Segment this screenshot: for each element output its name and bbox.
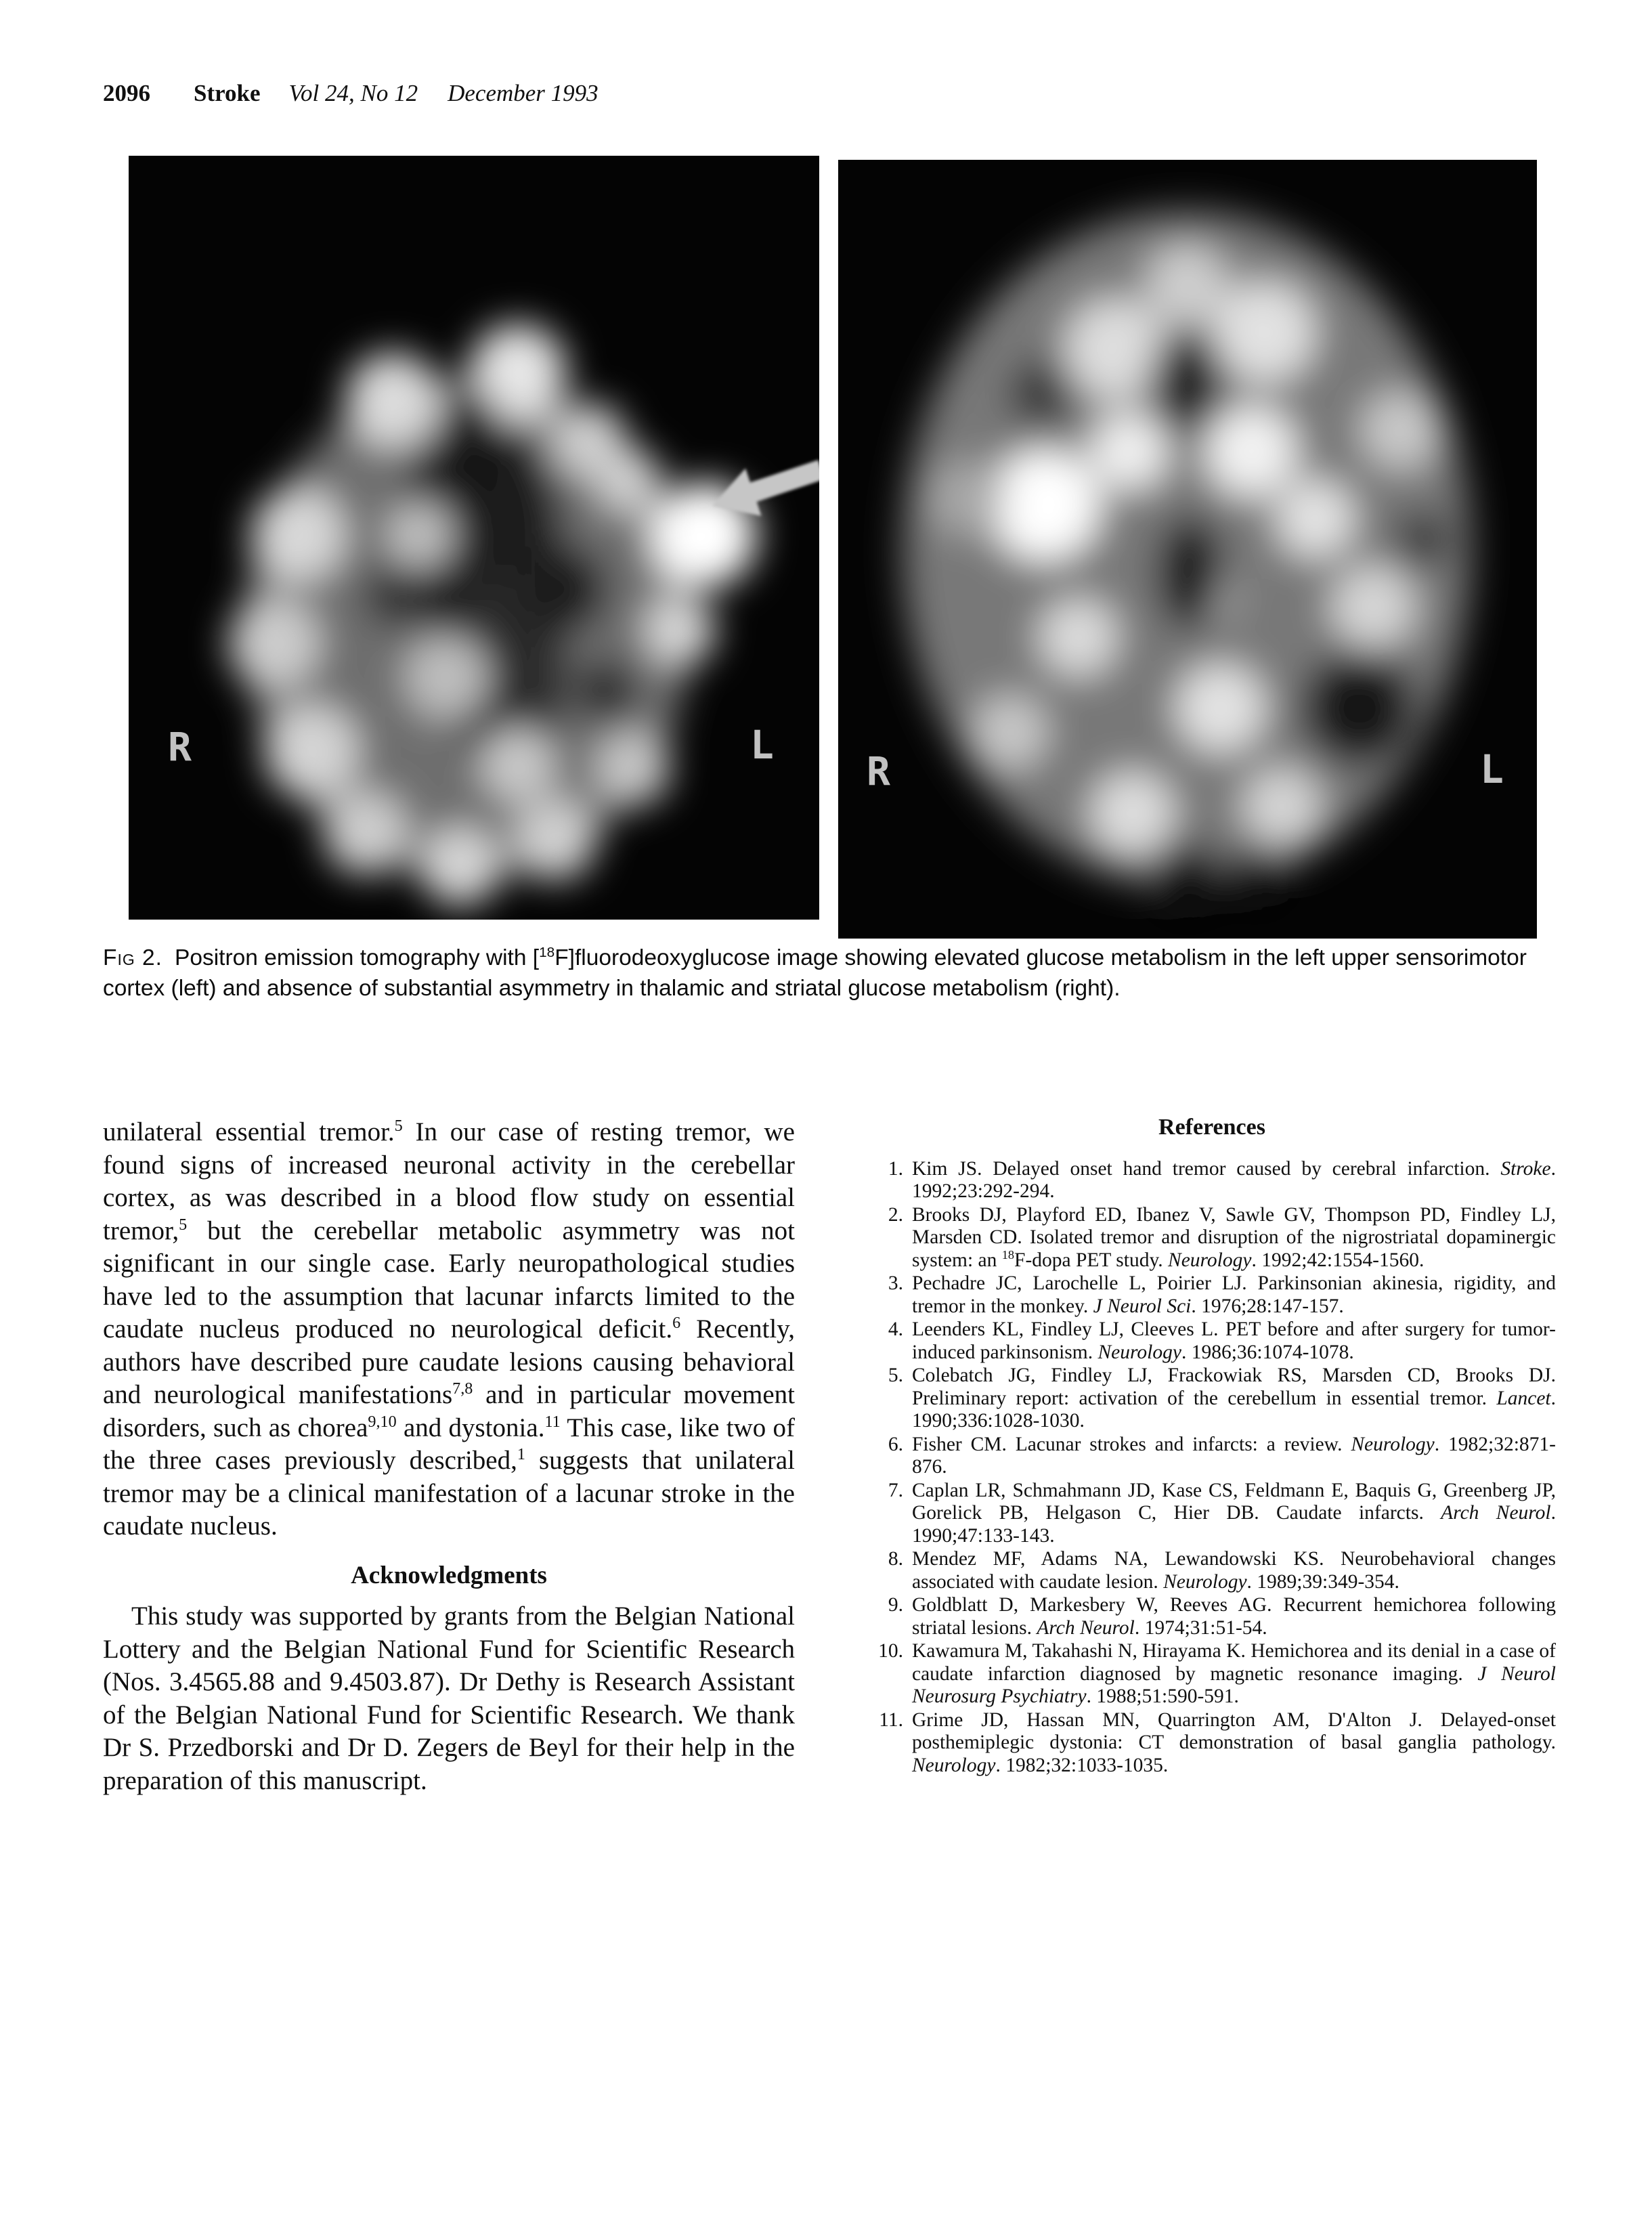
reference-number: 1. — [888, 1157, 903, 1180]
reference-item — [868, 1594, 1556, 1639]
reference-item — [868, 1709, 1556, 1778]
reference-number: 4. — [888, 1318, 903, 1340]
reference-number: 6. — [888, 1433, 903, 1455]
reference-text: Kim JS. Delayed onset hand tremor caused by cerebral infarction. Stroke. 1992;23:292-294. — [912, 1157, 1556, 1202]
reference-item — [868, 1480, 1556, 1548]
reference-text: Fisher CM. Lacunar strokes and infarcts: a review. Neurology. 1982;32:871-876. — [912, 1433, 1557, 1478]
reference-text: Caplan LR, Schmahmann JD, Kase CS, Feldmann E, Baquis G, Greenberg JP, Gorelick PB, Helgason C, Hier DB. Caudate infarcts. Arch Neurol. 1990;47:133-143. — [912, 1479, 1556, 1547]
acknowledgments-paragraph: This study was supported by grants from the Belgian National Lottery and the Belgian National Fund for Scientific Research (Nos. 3.4565.88 and 9.4503.87). Dr Dethy is Research Assistant of the Belgian National Fund for Scientific Research. We thank Dr S. Przedborski and Dr D. Zegers de Beyl for their help in the preparation of this manuscript. — [103, 1602, 795, 1795]
reference-item — [868, 1640, 1556, 1709]
pet-image-right-canvas — [838, 160, 1537, 939]
reference-number: 7. — [888, 1479, 903, 1501]
reference-number: 3. — [888, 1272, 903, 1294]
references-heading: References — [1158, 1115, 1265, 1140]
reference-text: Mendez MF, Adams NA, Lewandowski KS. Neurobehavioral changes associated with caudate lesion. Neurology. 1989;39:349-354. — [912, 1548, 1556, 1593]
reference-text: Leenders KL, Findley LJ, Cleeves L. PET before and after surgery for tumor-induced parkinsonism. Neurology. 1986;36:1074-1078. — [912, 1318, 1556, 1363]
page-header — [103, 80, 599, 107]
reference-list — [868, 1158, 1556, 1778]
reference-number: 9. — [888, 1594, 903, 1616]
pet-image-left-canvas — [129, 156, 819, 920]
reference-item — [868, 1318, 1556, 1364]
reference-item — [868, 1204, 1556, 1272]
orientation-label-left: L — [1480, 746, 1504, 792]
journal-title: Stroke — [194, 80, 261, 106]
reference-item — [868, 1272, 1556, 1318]
pet-image-right — [838, 160, 1537, 939]
reference-text: Pechadre JC, Larochelle L, Poirier LJ. Parkinsonian akinesia, rigidity, and tremor in the monkey. J Neurol Sci. 1976;28:147-157. — [912, 1272, 1556, 1317]
left-column — [103, 1116, 795, 1797]
figure-caption-text: Positron emission tomography with [$^{18}$F]fluorodeoxyglucose image showing elevated glucose metabolism in the left upper sensorimotor cortex (left) and absence of substantial asymmetry in thalamic and striatal glucose metabolism (right). — [103, 944, 1527, 1001]
reference-number: 8. — [888, 1548, 903, 1570]
reference-number: 11. — [879, 1709, 903, 1731]
reference-text: Goldblatt D, Markesbery W, Reeves AG. Recurrent hemichorea following striatal lesions. Arch Neurol. 1974;31:51-54. — [912, 1594, 1556, 1639]
issue-date: December 1993 — [448, 80, 599, 106]
body-paragraph: unilateral essential tremor.$^5$ In our case of resting tremor, we found signs of increased neuronal activity in the cerebellar cortex, as was described in a blood flow study on essential tremor,$^5$ but the cerebellar metabolic asymmetry was not significant in our single case. Early neuropathological studies have led to the assumption that lacunar infarcts limited to the caudate nucleus produced no neurological deficit.$^6$ Recently, authors have described pure caudate lesions causing behavioral and neurological manifestations$^{7,8}$ and in particular movement disorders, such as chorea$^{9,10}$ and dystonia.$^{11}$ This case, like two of the three cases previously described,$^1$ suggests that unilateral tremor may be a clinical manifestation of a lacunar stroke in the caudate nucleus. — [103, 1117, 796, 1541]
reference-text: Grime JD, Hassan MN, Quarrington AM, D'Alton J. Delayed-onset posthemiplegic dystonia: CT demonstration of basal ganglia pathology. Neurology. 1982;32:1033-1035. — [912, 1709, 1556, 1776]
page-number: 2096 — [103, 80, 150, 106]
reference-number: 2. — [888, 1203, 903, 1226]
reference-item — [868, 1434, 1556, 1479]
orientation-label-right: R — [867, 748, 890, 794]
reference-item — [868, 1548, 1556, 1593]
right-column — [868, 1116, 1556, 1778]
acknowledgments-heading: Acknowledgments — [351, 1561, 547, 1589]
figure-caption — [103, 943, 1559, 1004]
reference-text: Colebatch JG, Findley LJ, Frackowiak RS, Marsden CD, Brooks DJ. Preliminary report: activation of the cerebellum in essential tremor. Lancet. 1990;336:1028-1030. — [912, 1365, 1556, 1432]
orientation-label-left: L — [750, 722, 774, 768]
reference-item — [868, 1158, 1556, 1203]
reference-number: 10. — [878, 1640, 903, 1662]
journal-issue: Vol 24, No 12 — [288, 80, 418, 106]
reference-number: 5. — [888, 1365, 903, 1386]
reference-item — [868, 1365, 1556, 1433]
pet-image-left — [129, 156, 819, 920]
reference-text: Brooks DJ, Playford ED, Ibanez V, Sawle GV, Thompson PD, Findley LJ, Marsden CD. Isolated tremor and disruption of the nigrostriatal dopaminergic system: an $^{18}$F-dopa PET study. Neurology. 1992;42:1554-1560. — [912, 1203, 1556, 1271]
orientation-label-right: R — [168, 724, 192, 770]
figure-caption-label: Fig 2. — [103, 945, 162, 970]
reference-text: Kawamura M, Takahashi N, Hirayama K. Hemichorea and its denial in a case of caudate infarction diagnosed by magnetic resonance imaging. J Neurol Neurosurg Psychiatry. 1988;51:590-591. — [912, 1640, 1556, 1707]
